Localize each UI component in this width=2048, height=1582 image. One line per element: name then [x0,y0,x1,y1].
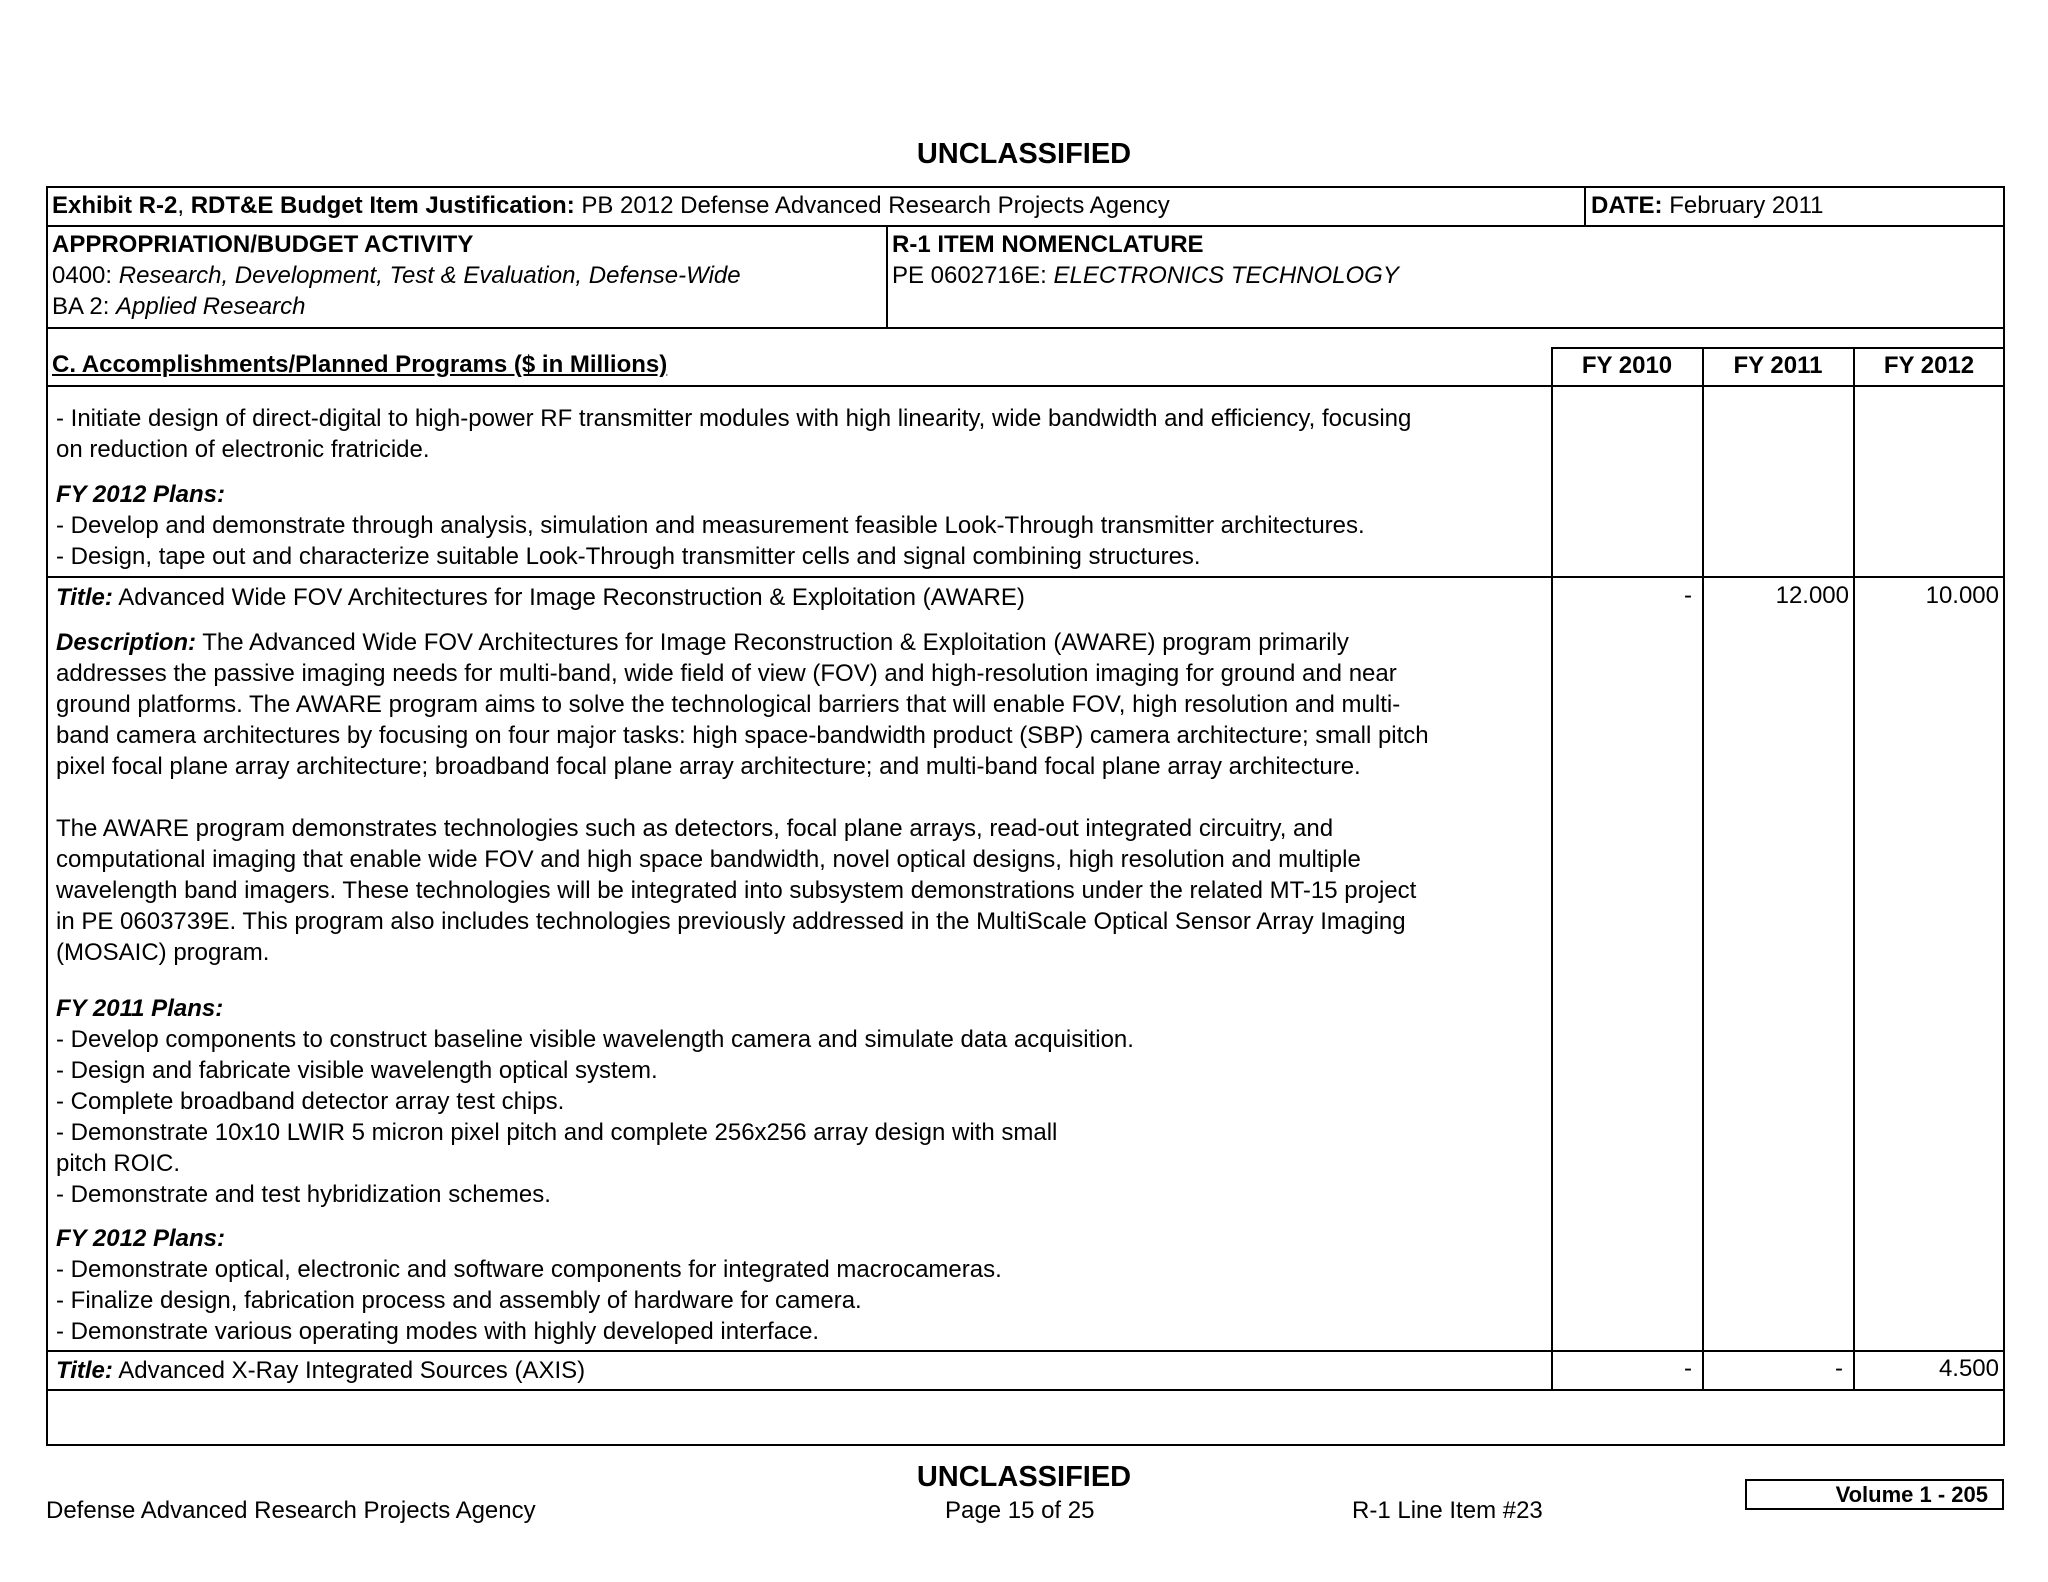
aware-title-text: Advanced Wide FOV Architectures for Image Reconstruction & Exploitation (AWARE) [112,584,1025,611]
row1-divider [46,225,2005,227]
table-border-left [46,186,48,1446]
section-title: C. Accomplishments/Planned Programs ($ in Millions) [52,351,668,378]
pe-code: PE 0602716E: [892,262,1054,289]
fy-header-top [1551,347,2005,349]
continuation-text [56,403,1411,465]
paragraph-line: computational imaging that enable wide FOV and high space bandwidth, novel optical designs, high resolution and multiple [56,846,1361,873]
plan-item: - Demonstrate and test hybridization schemes. [56,1181,551,1208]
col-divider-2 [1702,347,1704,1390]
nomenclature-divider [886,225,888,328]
footer-agency: Defense Advanced Research Projects Agency [46,1497,536,1524]
plan-item: - Develop components to construct baseline visible wavelength camera and simulate data acquisition. [56,1026,1134,1053]
fy2012-plans [56,1254,1002,1347]
col-divider-1 [1551,347,1553,1390]
date-label: DATE: [1591,192,1663,219]
aware-title [56,582,1025,613]
ba-code: BA 2: [52,293,117,320]
footer-line-item: R-1 Line Item #23 [1352,1497,1543,1524]
description-line: ground platforms. The AWARE program aims to solve the technological barriers that will enable FOV, high resolution and multi- [56,691,1401,718]
fy2011-plans-heading: FY 2011 Plans: [56,995,224,1022]
row-divider-aware [46,576,2005,578]
pe-line [892,260,1399,291]
row-divider-bottom [46,1389,2005,1391]
description-line: addresses the passive imaging needs for multi-band, wide field of view (FOV) and high-resolution imaging for ground and near [56,660,1397,687]
description-line: band camera architectures by focusing on four major tasks: high space-bandwidth product (SBP) camera architecture; small pitch [56,722,1429,749]
plan-item: - Develop and demonstrate through analysis, simulation and measurement feasible Look-Through transmitter architectures. [56,512,1365,539]
section-header-divider [46,385,2005,387]
continuation-plans-heading: FY 2012 Plans: [56,481,225,508]
axis-title-text: Advanced X-Ray Integrated Sources (AXIS) [112,1357,586,1384]
row2-divider [46,327,2005,329]
classification-banner-top: UNCLASSIFIED [916,138,1132,170]
plan-item: - Demonstrate 10x10 LWIR 5 micron pixel pitch and complete 256x256 array design with small [56,1119,1058,1146]
axis-fy2012-value: 4.500 [1938,1355,1999,1382]
description-label: Description: [56,629,197,656]
paragraph-line: in PE 0603739E. This program also includes technologies previously addressed in the MultiScale Optical Sensor Array Imaging [56,908,1406,935]
axis-title [56,1355,585,1386]
r1-label: R-1 ITEM NOMENCLATURE [892,231,1204,258]
footer-page-number: Page 15 of 25 [945,1497,1095,1524]
plan-item: - Complete broadband detector array test chips. [56,1088,565,1115]
aware-fy2010-value: - [1684,582,1692,609]
date-divider [1584,186,1586,226]
continuation-plans [56,510,1365,572]
exhibit-value: PB 2012 Defense Advanced Research Projects Agency [574,192,1170,219]
description-line: pixel focal plane array architecture; broadband focal plane array architecture; and multi-band focal plane array architecture. [56,753,1361,780]
exhibit-line [52,190,1170,221]
appropriation-label: APPROPRIATION/BUDGET ACTIVITY [52,231,474,258]
fy2011-plans [56,1024,1134,1210]
fy2011-header: FY 2011 [1733,352,1823,379]
plan-item: - Demonstrate optical, electronic and software components for integrated macrocameras. [56,1256,1002,1283]
paragraph-line: The AWARE program demonstrates technologies such as detectors, focal plane arrays, read-out integrated circuitry, and [56,815,1334,842]
fy2012-plans-heading: FY 2012 Plans: [56,1225,225,1252]
description-line [56,627,1429,658]
fy2010-header: FY 2010 [1581,352,1673,379]
exhibit-separator: , [177,192,191,219]
description-first-text: The Advanced Wide FOV Architectures for Image Reconstruction & Exploitation (AWARE) program primarily [196,629,1349,656]
plan-item: - Demonstrate various operating modes with highly developed interface. [56,1318,820,1345]
paragraph-line: (MOSAIC) program. [56,939,270,966]
axis-fy2011-value: - [1835,1355,1843,1382]
volume-box: Volume 1 - 205 [1745,1479,2004,1510]
table-border-top [46,186,2005,188]
paragraph-line: wavelength band imagers. These technologies will be integrated into subsystem demonstrations under the related MT-15 project [56,877,1417,904]
row-divider-axis [46,1350,2005,1352]
date-value: February 2011 [1662,192,1824,219]
pe-name: ELECTRONICS TECHNOLOGY [1053,262,1399,289]
classification-banner-bottom: UNCLASSIFIED [916,1461,1132,1493]
col-divider-3 [1853,347,1855,1390]
ba-name: Applied Research [116,293,306,320]
continuation-line: - Initiate design of direct-digital to high-power RF transmitter modules with high linearity, wide bandwidth and efficiency, focusing [56,405,1412,432]
aware-paragraph2 [56,813,1416,968]
aware-fy2012-value: 10.000 [1925,582,1999,609]
aware-fy2011-value: 12.000 [1775,582,1849,609]
appropriation-line [52,260,741,291]
plan-item: - Finalize design, fabrication process and assembly of hardware for camera. [56,1287,862,1314]
appropriation-code: 0400: [52,262,119,289]
plan-item: - Design and fabricate visible wavelength optical system. [56,1057,658,1084]
budget-activity-line [52,291,306,322]
continuation-line: on reduction of electronic fratricide. [56,436,430,463]
table-border-bottom [46,1444,2005,1446]
plan-item: pitch ROIC. [56,1150,181,1177]
exhibit-title: RDT&E Budget Item Justification: [190,192,575,219]
axis-fy2010-value: - [1684,1355,1692,1382]
plan-item: - Design, tape out and characterize suitable Look-Through transmitter cells and signal combining structures. [56,543,1201,570]
date-line [1591,190,1824,221]
aware-description [56,627,1429,782]
aware-title-label: Title: [56,584,113,611]
axis-title-label: Title: [56,1357,113,1384]
exhibit-label: Exhibit R-2 [52,192,178,219]
appropriation-name: Research, Development, Test & Evaluation, Defense-Wide [118,262,741,289]
fy2012-header: FY 2012 [1883,352,1975,379]
